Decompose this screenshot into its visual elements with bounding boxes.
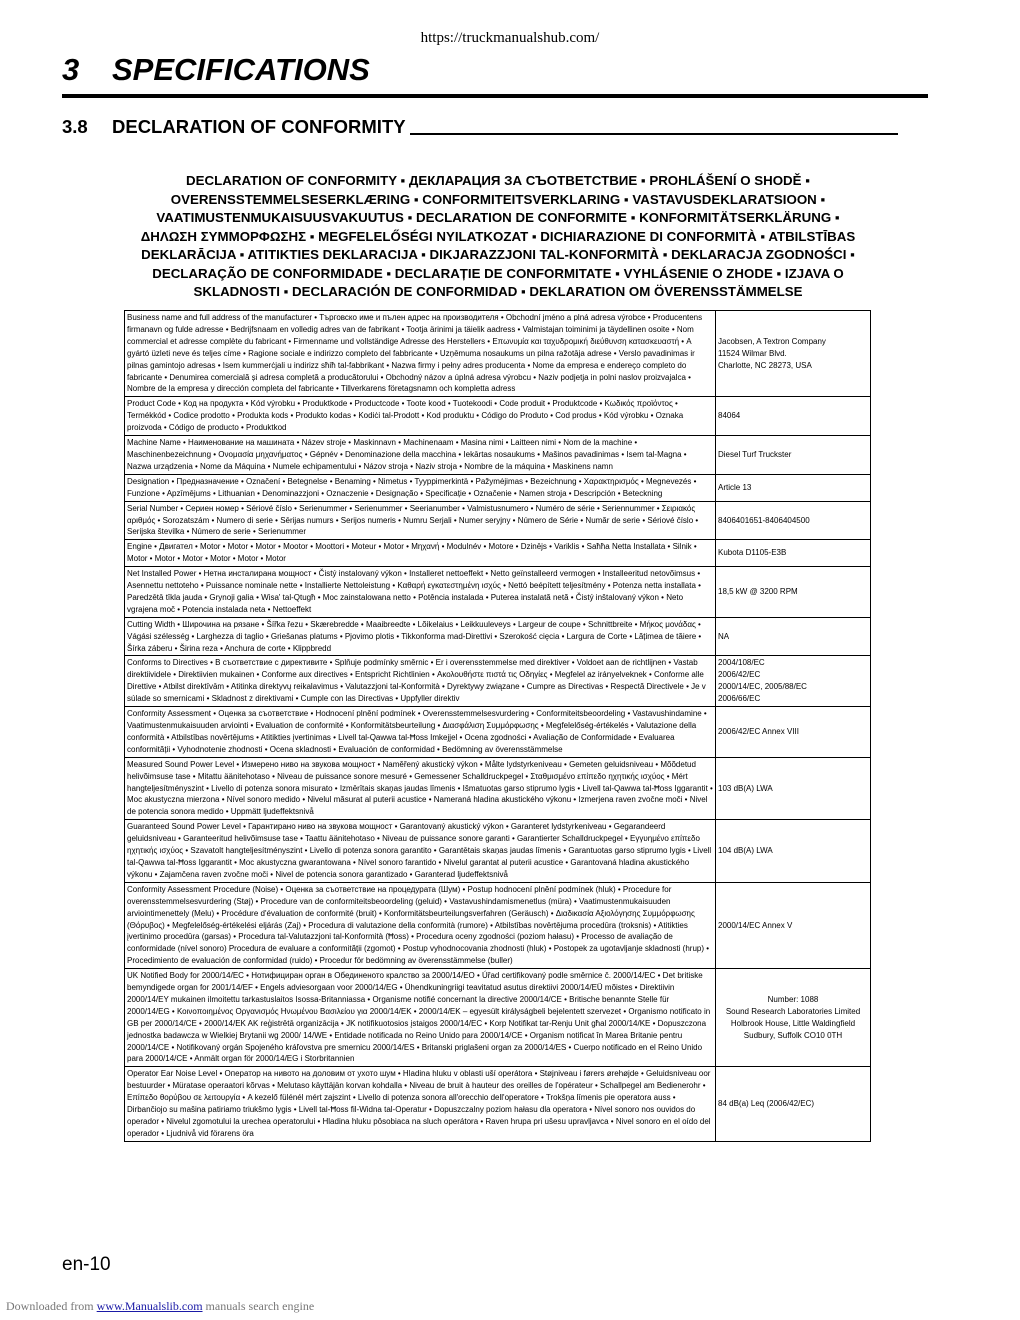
value-line: Charlotte, NC 28273, USA bbox=[718, 360, 812, 370]
value-line: 18,5 kW @ 3200 RPM bbox=[718, 586, 798, 596]
row-label: Business name and full address of the manufacturer • Търговско име и пълен адрес на производителя • Obchodní jméno a plná adresa výrobce • Producentens firmanavn og fulde adresse • Bedrijfsnaam en volledig adres van de fabrikant • Tootja ärinimi ja täielik aadress • Valmistajan toiminimi ja täydellinen osoite • Nom commercial et adresse complète du fabricant • Firmenname und vollständige Adresse des Herstellers • Επωνυμία και ταχυδρομική διεύθυνση κατασκευαστή • A gyártó üzleti neve és teljes címe • Ragione sociale e indirizzo completo del fabbricante • Uzņēmuma nosaukums un pilna ražotāja adrese • Verslo pavadinimas ir pilnas gamintojo adresas • Isem kummerċjali u indirizz sħiħ tal-fabbrikant • Nazwa firmy i pełny adres producenta • Nome da empresa e endereço completo do fabricante • Denumirea comercială și adresa completă a producătorului • Obchodný názov a úplná adresa výrobcu • Naziv podjetja in polni naslov proizvajalca • Nombre de la empresa y dirección completa del fabricante • Tillverkarens företagsnamn och kompletta adress bbox=[125, 311, 716, 397]
page-number: en-10 bbox=[62, 1254, 111, 1275]
row-label: Operator Ear Noise Level • Оператор на нивото на доловим от ухото шум • Hladina hluku v oblasti uší operátora • Støjniveau i førers ørehøjde • Geluidsniveau oor bestuurder • Müratase operaatori kõrvas • Melutaso käyttäjän korvan kohdalla • Niveau de bruit à hauteur des oreilles de l'opérateur • Schallpegel am Bedienerohr • Επίπεδο θορύβου σε λειτουργία • A kezelő fülénél mért zajszint • Livello di potenza sonora all'orecchio dell'operatore • Trokšņa līmenis pie operatora auss • Dirbančiojo su mašina patiriamo triukšmo lygis • Livell tal-Ħoss fil-Widna tal-Operatur • Dopuszczalny poziom hałasu dla operatora • Nível sonoro nos ouvidos do operador • Nivelul zgomotului la urechea operatorului • Hladina hluku pôsobiaca na sluch operátora • Raven hrupa pri ušesu upravljavca • Nivel sonoro en el oído del operador • Ljudnivå vid förarens öra bbox=[125, 1067, 716, 1141]
row-value bbox=[716, 311, 871, 397]
chapter-heading bbox=[62, 50, 928, 98]
footer-prefix: Downloaded from bbox=[6, 1299, 97, 1313]
row-value bbox=[716, 969, 871, 1067]
row-label: Conformity Assessment Procedure (Noise) • Оценка за съответствие на процедурата (Шум) • Postup hodnocení plnění podmínek (hluk) • Procedure for overensstemmelsesvurdering (Støj) • Procedure van de conformiteitsbeoordeling (geluid) • Vastavushindamismenetlus (müra) • Vaatimustenmukaisuuden arviointimenettely (Melu) • Procédure d'évaluation de conformité (bruit) • Konformitätsbeurteilungsverfahren (Geräusch) • Διαδικασία Αξιολόγησης Συμμόρφωσης (Θόρυβος) • Megfelelőség-értékelési eljárás (Zaj) • Procedura di valutazione della conformità (rumore) • Atbilstības novērtējuma procedūra (troksnis) • Atitikties įvertinimo procedūra (garsas) • Procedura tal-Valutazzjoni tal-Konformità (Ħoss) • Procedura oceny zgodności (poziom hałasu) • Processo de avaliação de conformidade (nível sonoro) Procedura de evaluare a conformității (zgomot) • Postup vyhodnocovania zhodnosti (hluk) • Postopek za ugotavljanje skladnosti (hrup) • Procedimiento de evaluación de conformidad (ruido) • Procedur för bedömning av överensstämmelse (buller) bbox=[125, 882, 716, 968]
table-row bbox=[125, 397, 871, 436]
chapter-number: 3 bbox=[62, 52, 80, 87]
section-title: DECLARATION OF CONFORMITY bbox=[112, 116, 406, 137]
table-row bbox=[125, 501, 871, 540]
value-line: 84 dB(a) Leq (2006/42/EC) bbox=[718, 1099, 815, 1109]
row-label: Engine • Двигател • Motor • Motor • Motor • Mootor • Moottori • Moteur • Motor • Μηχανή • Modulnév • Motore • Dzinējs • Variklis • Saħħa Netta Installata • Silnik • Motor • Motor • Motor • Motor • Motor • Motor bbox=[125, 540, 716, 567]
value-line: 11524 Wilmar Blvd. bbox=[718, 348, 787, 358]
table-row bbox=[125, 436, 871, 475]
row-value bbox=[716, 436, 871, 475]
value-line: Kubota D1105-E3B bbox=[718, 548, 787, 558]
value-line: 84064 bbox=[718, 411, 741, 421]
row-label: Designation • Предназначение • Označení • Betegnelse • Benaming • Nimetus • Tyyppimerkintä • Pažymėjimas • Bezeichnung • Χαρακτηρισμός • Megnevezés • Funzione • Apzīmējums • Lithuanian • Denominazzjoni • Oznaczenie • Designação • Specificație • Označenie • Namen stroja • Descripción • Beteckning bbox=[125, 474, 716, 501]
row-value bbox=[716, 1067, 871, 1141]
table-row bbox=[125, 820, 871, 883]
value-line: Holbrook House, Little Waldingfield bbox=[730, 1018, 856, 1028]
table-row bbox=[125, 1067, 871, 1141]
table-row bbox=[125, 474, 871, 501]
row-value bbox=[716, 540, 871, 567]
row-label: Net Installed Power • Нетна инсталирана мощност • Čistý instalovaný výkon • Installeret nettoeffekt • Netto geïnstalleerd vermogen • Installeeritud netovõimsus • Asennettu nettoteho • Puissance nominale nette • Installierte Nettoleistung • Καθαρή εγκατεστημένη ισχύς • Nettó beépített teljesítmény • Potenza netta installata • Paredzētā tīkla jauda • Grynoji galia • Wisa' tal-Qtugħ • Moc zainstalowana netto • Potência instalada • Puterea instalată netă • Čistý inštalovaný výkon • Neto vgrajena moč • Potencia instalada neta • Nettoeffekt bbox=[125, 567, 716, 618]
table-row bbox=[125, 969, 871, 1067]
row-label: Conformity Assessment • Оценка за съответствие • Hodnocení plnění podmínek • Overensstemmelsesvurdering • Conformiteitsbeoordeling • Vastavushindamine • Vaatimustenmukaisuuden arviointi • Evaluation de conformité • Konformitätsbeurteilung • Διασφάλιση Συμμόρφωσης • Megfelelőség-értékelés • Valutazione della conformità • Atbilstības novērtējums • Atitikties įvertinimas • Livell tal-Qawwa tal-Ħoss Imkejjel • Ocena zgodności • Avaliação de Conformidade • Evaluarea conformității • Vyhodnotenie zhodnosti • Ocena skladnosti • Evaluación de conformidad • Bedömning av överensstämmelse bbox=[125, 707, 716, 758]
value-line: Diesel Turf Truckster bbox=[718, 449, 792, 459]
value-line: 2006/42/EC bbox=[718, 670, 761, 680]
row-value bbox=[716, 656, 871, 707]
value-line: Number: 1088 bbox=[767, 994, 819, 1004]
value-line: 2006/66/EC bbox=[718, 694, 761, 704]
value-line: 104 dB(A) LWA bbox=[718, 846, 773, 856]
row-label: Machine Name • Наименование на машината • Název stroje • Maskinnavn • Machinenaam • Masina nimi • Laitteen nimi • Nom de la machine • Maschinenbezeichnung • Ονομασία μηχανήματος • Gépnév • Denominazione della macchina • Iekārtas nosaukums • Mašinos pavadinimas • Isem tal-Magna • Nazwa urządzenia • Nome da Máquina • Numele echipamentului • Názov stroja • Naziv stroja • Nombre de la máquina • Maskinens namn bbox=[125, 436, 716, 475]
row-value bbox=[716, 707, 871, 758]
value-line: NA bbox=[718, 631, 730, 641]
section-heading bbox=[62, 115, 928, 139]
table-row bbox=[125, 656, 871, 707]
value-line: Sudbury, Suffolk CO10 0TH bbox=[743, 1030, 843, 1040]
row-value bbox=[716, 882, 871, 968]
declaration-heading: DECLARATION OF CONFORMITY ▪ ДЕКЛАРАЦИЯ ЗА СЪОТВЕТСТВИЕ ▪ PROHLÁŠENÍ O SHODĚ ▪ OVERENSSTEMMELSESERKLÆRING ▪ CONFORMITEITSVERKLARING ▪ VASTAVUSDEKLARATSIOON ▪ VAATIMUSTENMUKAISUUSVAKUUTUS ▪ DECLARATION DE CONFORMITE ▪ KONFORMITÄTSERKLÄRUNG ▪ ΔΗΛΩΣΗ ΣΥΜΜΟΡΦΩΣΗΣ ▪ MEGFELELŐSÉGI NYILATKOZAT ▪ DICHIARAZIONE DI CONFORMITÀ ▪ ATBILSTĪBAS DEKLARĀCIJA ▪ ATITIKTIES DEKLARACIJA ▪ DIKJARAZZJONI TAL-KONFORMITÀ ▪ DEKLARACJA ZGODNOŚCI ▪ DECLARAÇÃO DE CONFORMIDADE ▪ DECLARAȚIE DE CONFORMITATE ▪ VYHLÁSENIE O ZHODE ▪ IZJAVA O SKLADNOSTI ▪ DECLARACIÓN DE CONFORMIDAD ▪ DEKLARATION OM ÖVERENSSTÄMMELSE bbox=[140, 173, 856, 299]
row-label: UK Notified Body for 2000/14/EC • Нотифициран орган в Обединеното кралство за 2000/14/EO • Úřad certifikovaný podle směrnice č. 2000/14/EC • Det britiske bemyndigede organ for 2001/14/EF • Engels adviesorgaan voor 2000/14/EG • Ühendkuningriigi teavitatud asutus direktiivi 2000/14/EÜ mõistes • Direktiivin 2000/14/EY mukainen ilmoitettu tarkastuslaitos Isossa-Britanniassa • Organisme notifié concernant la directive 2000/14/CE • Britische benannte Stelle für 2000/14/EG • Κοινοποιημένος Οργανισμός Ηνωμένου Βασιλείου για 2000/14/EK • 2000/14/EK – egyesült királyságbeli bejelentett szervezet • Organismo notificato in GB per 2000/14/CE • 2000/14/EK AK reģistrētā organizācija • JK notifikuotosios įstaigos 2000/14/EC • Korp Notifikat tar-Renju Unit għal 2000/14/KE • Dopuszczona jednostka badawcza w Wielkiej Brytanii wg 2000/ 14/WE • Entidade notificada no Reino Unido para 2000/14/CE • Organism notificat în Marea Britanie pentru 2000/14/CE • Notifikovaný orgán Spojeného kráľovstva pre smernicu 2000/14/ES • Britanski priglašeni organ za 2000/14/ES • Cuerpo notificado en el Reino Unido para 2000/14/CE • Anmält organ för 2000/14/EG i Storbritannien bbox=[125, 969, 716, 1067]
value-line: 8406401651-8406404500 bbox=[718, 515, 810, 525]
row-label: Guaranteed Sound Power Level • Гарантирано ниво на звукова мощност • Garantovaný akustický výkon • Garanteret lydstyrkeniveau • Gegarandeerd geluidsniveau • Garanteeritud helivõimsuse tase • Taattu äänitehotaso • Niveau de puissance sonore garanti • Garantierter Schalldruckpegel • Εγγυημένο επίπεδο ηχητικής ισχύος • Szavatolt hangteljesítményszint • Livello di potenza sonora garantito • Garantētais skaņas jaudas līmenis • Garantuotas garso stiprumo lygis • Livell tal-Qawwa tal-Ħoss Iggarantit • Moc akustyczna gwarantowana • Nível sonoro farantido • Nivelul garantat al puterii acustice • Garantovaná hladina akustického výkonu • Zajamčena raven zvočne moči • Nivel de potencia sonora garantizado • Garanterad ljudeffektsnivå bbox=[125, 820, 716, 883]
row-value bbox=[716, 567, 871, 618]
conformity-table bbox=[124, 310, 871, 1142]
row-label: Measured Sound Power Level • Измерено ниво на звукова мощност • Naměřený akustický výkon • Målte lydstyrkeniveau • Gemeten geluidsniveau • Mõõdetud helivõimsuse tase • Mitattu äänitehotaso • Niveau de puissance sonore mesuré • Gemessener Schalldruckpegel • Σταθμισμένο επίπεδο ηχητικής ισχύος • Mért hangteljesítményszint • Livello di potenza sonora misurato • Izmērītais skaņas jaudas līmenis • Išmatuotas garso stiprumo lygis • Livell tal-Qawwa tal-Ħoss Iggarantit • Moc akustyczna mierzona • Nível sonoro medido • Nivelul măsurat al puterii acustice • Nameraná hladina akustického výkonu • Izmerjena raven zvočne moči • Nivel de potencia sonora medido • Uppmätt ljudeffektsnivå bbox=[125, 757, 716, 820]
table-row bbox=[125, 540, 871, 567]
row-label: Conforms to Directives • В съответствие с директивите • Splňuje podmínky směrnic • Er i overensstemmelse med direktiver • Voldoet aan de richtlijnen • Vastab direktiividele • Direktiivien mukainen • Conforme aux directives • Entspricht Richtlinien • Ακολουθήστε πιστά τις Οδηγίες • Megfelel az irányelveknek • Conforme alle Direttive • Atbilst direktīvām • Atitinka direktyvų reikalavimus • Valutazzjoni tal-Konformità • Dyrektywy związane • Cumpre as Directivas • Respectă Directivele • Je v súlade so smernicami • Skladnost z direktivami • Cumple con las Directivas • Uppfyller direktiv bbox=[125, 656, 716, 707]
table-row bbox=[125, 757, 871, 820]
row-value bbox=[716, 474, 871, 501]
footer-suffix: manuals search engine bbox=[202, 1299, 315, 1313]
row-value bbox=[716, 501, 871, 540]
header-url: https://truckmanualshub.com/ bbox=[420, 30, 600, 46]
row-label: Serial Number • Сериен номер • Sériové číslo • Serienummer • Serienummer • Seerianumber • Valmistusnumero • Numéro de série • Seriennummer • Σειριακός αριθμός • Sorozatszám • Numero di serie • Sērijas numurs • Serijos numeris • Numru Serjali • Numer seryjny • Número de Série • Număr de serie • Sériové číslo • Serijska številka • Número de serie • Serienummer bbox=[125, 501, 716, 540]
value-line: 2004/108/EC bbox=[718, 658, 765, 668]
table-row bbox=[125, 311, 871, 397]
table-row bbox=[125, 617, 871, 656]
row-label: Product Code • Код на продукта • Kód výrobku • Produktkode • Productcode • Toote kood • Tuotekoodi • Code produit • Produktcode • Κωδικός προϊόντος • Termékkód • Codice prodotto • Produkta kods • Produkto kodas • Kodiċi tal-Prodott • Kod produktu • Código do Produto • Cod produs • Kód výrobku • Oznaka proizvoda • Código de producto • Produktkod bbox=[125, 397, 716, 436]
value-line: 2000/14/EC Annex V bbox=[718, 920, 793, 930]
value-line: Sound Research Laboratories Limited bbox=[725, 1006, 861, 1016]
table-row bbox=[125, 707, 871, 758]
value-line: 103 dB(A) LWA bbox=[718, 783, 773, 793]
value-line: 2006/42/EC Annex VIII bbox=[718, 726, 799, 736]
row-value bbox=[716, 820, 871, 883]
table-row bbox=[125, 567, 871, 618]
value-line: Jacobsen, A Textron Company bbox=[718, 336, 826, 346]
section-number: 3.8 bbox=[62, 116, 88, 137]
row-label: Cutting Width • Широчина на рязане • Šířka řezu • Skærebredde • Maaibreedte • Lõikelaius • Leikkuuleveys • Largeur de coupe • Schnittbreite • Μήκος μονάδας • Vágási szélesség • Larghezza di taglio • Griešanas platums • Pjovimo plotis • Tikkonforma mad-Direttivi • Szerokość cięcia • Largura de Corte • Lățimea de tăiere • Šírka záberu • Širina reza • Anchura de corte • Klippbredd bbox=[125, 617, 716, 656]
row-value bbox=[716, 617, 871, 656]
table-row bbox=[125, 882, 871, 968]
value-line: 2000/14/EC, 2005/88/EC bbox=[718, 682, 807, 692]
value-line: Article 13 bbox=[718, 482, 752, 492]
section-rule bbox=[410, 115, 898, 135]
row-value bbox=[716, 397, 871, 436]
row-value bbox=[716, 757, 871, 820]
download-footer bbox=[6, 1299, 314, 1314]
manualslib-link[interactable]: www.Manualslib.com bbox=[96, 1299, 203, 1313]
chapter-title: SPECIFICATIONS bbox=[112, 52, 370, 87]
